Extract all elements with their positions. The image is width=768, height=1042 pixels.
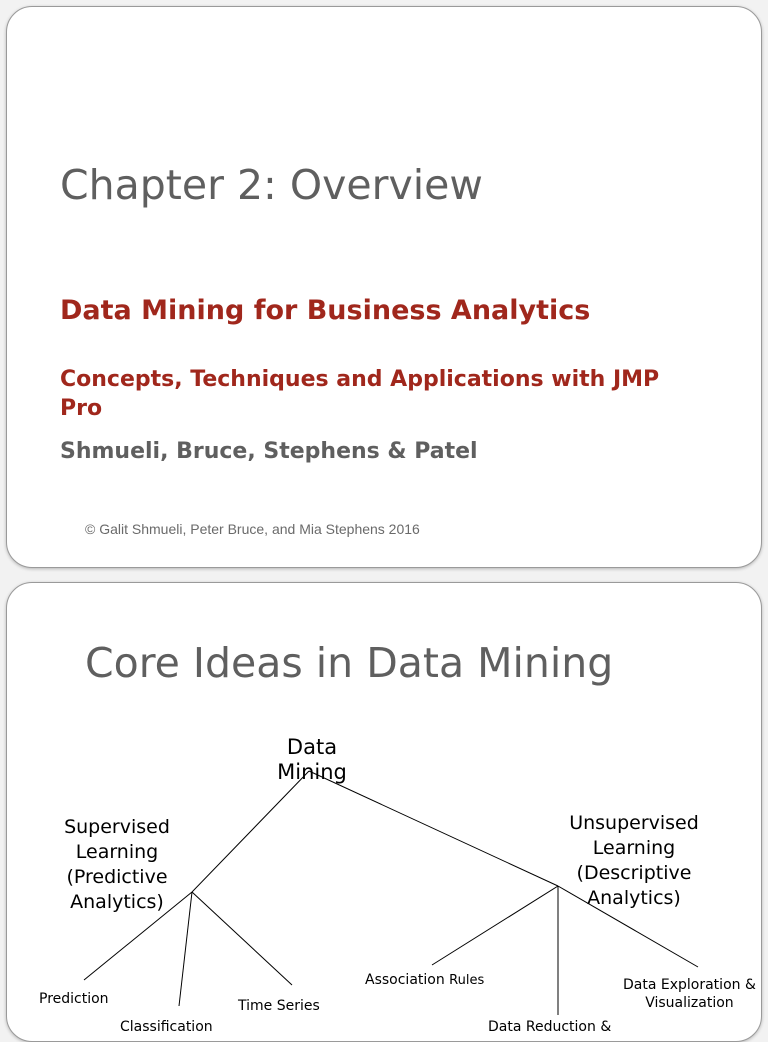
tree-node-data-mining: Data Mining [277, 735, 347, 784]
slide-title: Core Ideas in Data Mining [85, 639, 614, 687]
tree-leaf-data-exploration [623, 976, 756, 1012]
slide-title: Chapter 2: Overview [60, 161, 483, 209]
association-label: Association [365, 972, 445, 988]
tree-leaf-association-rules [365, 972, 484, 988]
edge-sup-timeseries [192, 892, 292, 985]
tree-leaf-prediction: Prediction [39, 991, 109, 1007]
edge-root-unsupervised [309, 771, 558, 886]
tree-leaf-data-reduction: Data Reduction & [488, 1019, 612, 1035]
exploration-line1: Data Exploration & [623, 977, 756, 993]
book-subtitle: Concepts, Techniques and Applications with JMP Pro [60, 367, 660, 421]
tree-leaf-classification: Classification [120, 1019, 213, 1035]
copyright-notice: © Galit Shmueli, Peter Bruce, and Mia Stephens 2016 [85, 521, 420, 537]
tree-leaf-time-series: Time Series [238, 998, 320, 1014]
edge-unsup-association [432, 886, 558, 965]
tree-node-unsupervised: Unsupervised Learning (Descriptive Analytics) [569, 812, 699, 909]
authors: Shmueli, Bruce, Stephens & Patel [60, 439, 478, 464]
book-title: Data Mining for Business Analytics [60, 295, 591, 326]
exploration-line2: Visualization [645, 995, 734, 1011]
edge-root-supervised [192, 771, 309, 892]
title-slide [6, 6, 762, 568]
tree-node-supervised: Supervised Learning (Predictive Analytics) [64, 816, 170, 913]
core-ideas-slide [6, 582, 762, 1042]
rules-label: Rules [449, 973, 485, 988]
